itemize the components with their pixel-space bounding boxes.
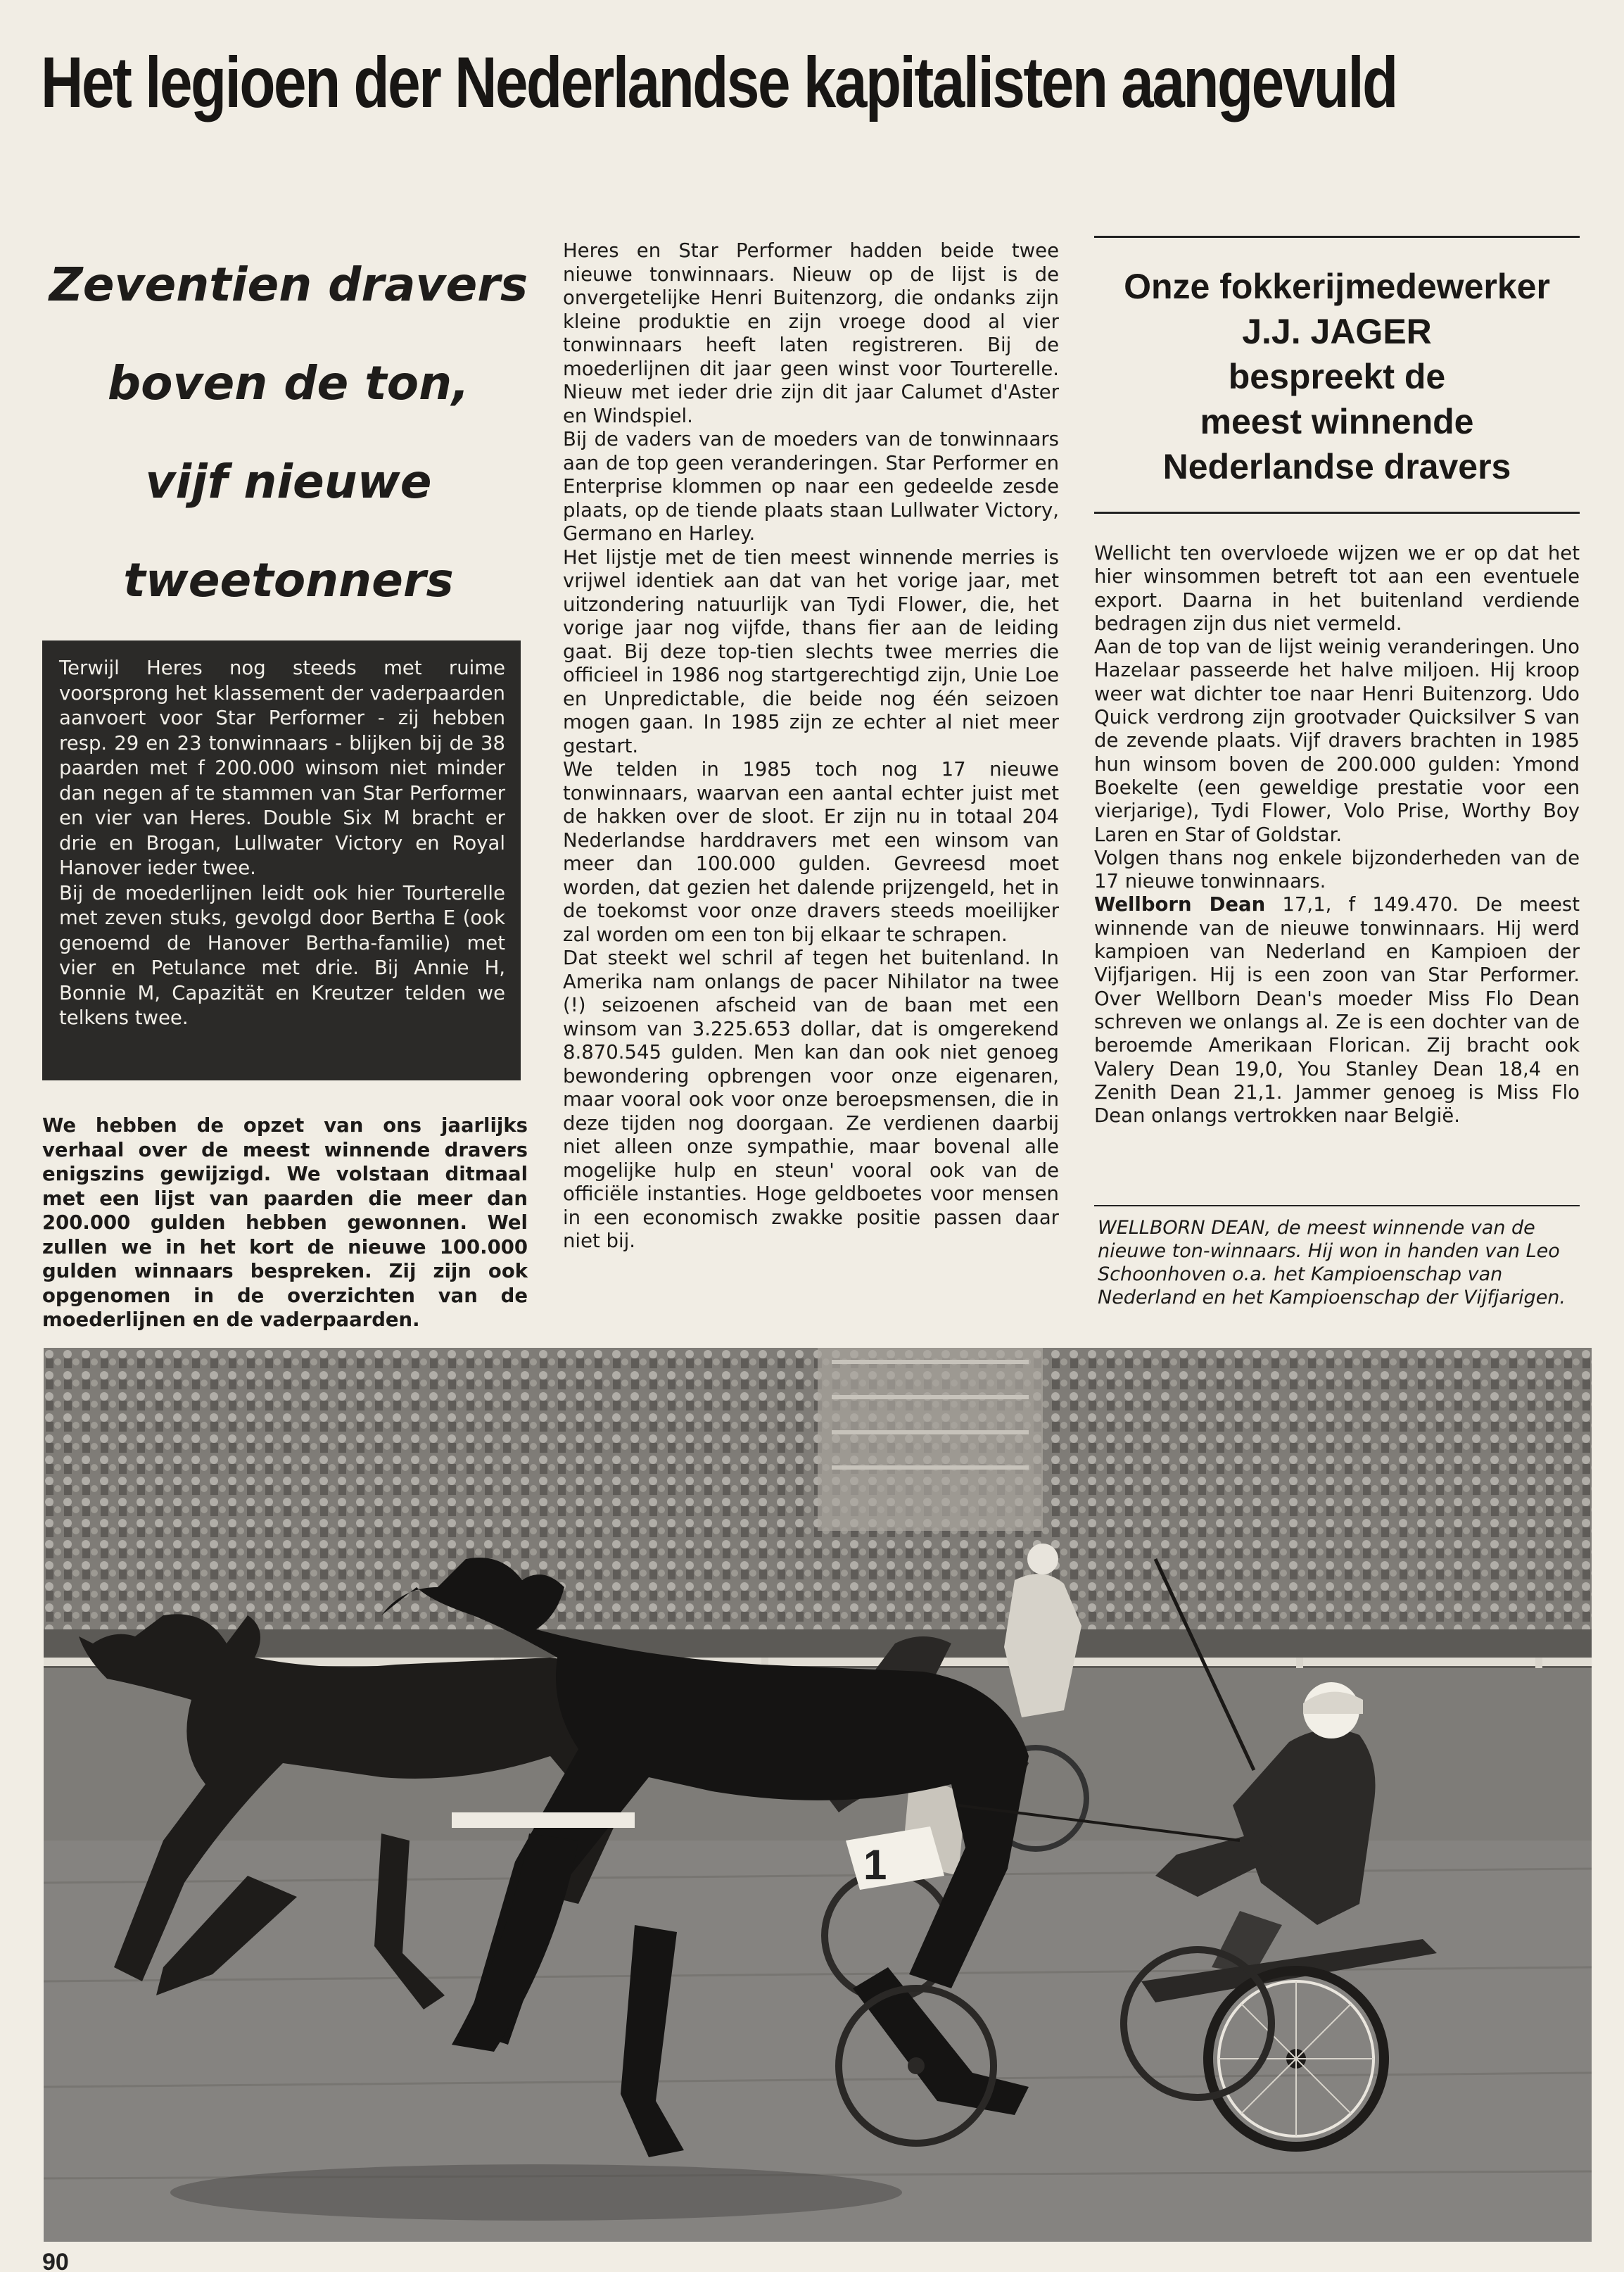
summary-paragraph: Bij de moederlijnen leidt ook hier Tourterelle met zeven stuks, gevolgd door Bertha E (ook genoemd de Hanover Bertha-familie) met vier en Petulance met drie. Bij Annie H, Bonnie M, Capazität en Kreutzer telden we telkens twee.	[59, 881, 505, 1029]
author-byline	[1094, 264, 1580, 489]
harness-race-illustration	[44, 1348, 1592, 2242]
byline-line: Onze fokkerijmedewerker	[1124, 267, 1550, 306]
body-paragraph: Bij de vaders van de moeders van de tonwinnaars aan de top geen veranderingen. Star Performer en Enterprise klommen op naar een gedeelde zesde plaats, op de tiende plaats staan Lullwater Victory, Germano en Harley.	[563, 428, 1059, 545]
summary-paragraph: Terwijl Heres nog steeds met ruime voorsprong het klassement der vaderpaarden aanvoert voor Star Performer - zij hebben resp. 29 en 23 tonwinnaars - blijken bij de 38 paarden met f 200.000 winsom niet minder dan negen af te stammen van Star Performer en vier van Heres. Double Six M bracht er drie en Brogan, Lullwater Victory en Royal Hanover ieder twee.	[59, 657, 505, 879]
byline-line: Nederlandse dravers	[1162, 447, 1511, 486]
horse-entry	[1094, 893, 1580, 1128]
subtitle-line: Zeventien dravers	[49, 258, 528, 312]
byline-line: meest winnende	[1200, 402, 1474, 441]
horse-entry-text: 17,1, f 149.470. De meest winnende van de nieuwe tonwinnaars. Hij werd kampioen van Nederland en Kampioen der Vijfjarigen. Hij is een zoon van Star Performer. Over Wellborn Dean's moeder Miss Flo Dean schreven we onlangs al. Ze is een dochter van de beroemde Amerikaan Florican. Zij bracht ook Valery Dean 19,0, You Stanley Dean 18,4 en Zenith Dean 21,1. Jammer genoeg is Miss Flo Dean onlangs vertrokken naar België.	[1094, 893, 1580, 1128]
photo-caption: WELLBORN DEAN, de meest winnende van de nieuwe ton-winnaars. Hij won in handen van Leo Schoonhoven o.a. het Kampioenschap van Nederland en het Kampioenschap der Vijfjarigen.	[1098, 1217, 1566, 1308]
article-subtitle	[42, 236, 535, 630]
byline-bottom-rule	[1094, 512, 1580, 514]
subtitle-line: vijf nieuwe	[145, 455, 432, 509]
body-paragraph: Dat steekt wel schril af tegen het buitenland. In Amerika nam onlangs de pacer Nihilator na twee (!) seizoenen afscheid van de baan met een winsom van 3.225.653 dollar, dat is omgerekend 8.870.545 gulden. Men kan dan ook niet genoeg bewondering opbrengen voor onze eigenaren, maar vooral ook voor onze beroepsmensen, die in deze tijden nog doorgaan. Ze verdienen daarbij niet alleen onze sympathie, maar bovenal alle mogelijke hulp en steun' vooral ook van de officiële instanties. Hoge geldboetes voor mensen in een economisch zwakke positie passen daar niet bij.	[563, 947, 1059, 1252]
summary-box	[42, 640, 521, 1080]
body-paragraph: Volgen thans nog enkele bijzonderheden van de 17 nieuwe tonwinnaars.	[1094, 846, 1580, 893]
article-column-3	[1094, 542, 1580, 1128]
svg-text:1: 1	[863, 1841, 887, 1888]
byline-top-rule	[1094, 236, 1580, 238]
article-column-2	[563, 239, 1059, 1254]
body-paragraph: Aan de top van de lijst weinig veranderingen. Uno Hazelaar passeerde het halve miljoen. Hij kroop weer wat dichter toe naar Henri Buitenzorg. Udo Quick verdrong zijn grootvader Quicksilver S van de zevende plaats. Vijf dravers brachten in 1985 hun winsom boven de 200.000 gulden: Ymond Boekelte (een geweldige prestatie voor een vierjarige), Tydi Flower, Volo Prise, Worthy Boy Laren en Star of Goldstar.	[1094, 636, 1580, 846]
body-paragraph: We telden in 1985 toch nog 17 nieuwe tonwinnaars, waarvan een aantal echter juist met de hakken over de sloot. Er zijn nu in totaal 204 Nederlandse harddravers met een winsom van meer dan 100.000 gulden. Gevreesd moet worden, dat gezien het dalende prijzengeld, het in de toekomst voor onze dravers steeds moeilijker zal worden om een ton bij elkaar te schrapen.	[563, 758, 1059, 946]
byline-line: J.J. JAGER	[1242, 312, 1432, 351]
horse-name: Wellborn Dean	[1094, 893, 1266, 916]
subtitle-line: tweetonners	[123, 553, 454, 607]
page-number: 90	[42, 2249, 69, 2272]
body-paragraph: Wellicht ten overvloede wijzen we er op dat het hier winsommen betreft tot aan een eventuele export. Daarna in het buitenland verdiende bedragen zijn dus niet vermeld.	[1094, 542, 1580, 635]
byline-line: bespreekt de	[1228, 357, 1446, 396]
page-headline: Het legioen der Nederlandse kapitalisten aangevuld	[41, 42, 1397, 122]
body-paragraph: Het lijstje met de tien meest winnende merries is vrijwel identiek aan dat van het vorige jaar, met uitzondering natuurlijk van Tydi Flower, die, het vorige jaar nog vijfde, thans fier aan de leiding gaat. Bij deze top-tien slechts twee merries die officieel in 1986 nog startgerechtigd zijn, Unie Loe en Unpredictable, die beide nog één seizoen mogen gaan. In 1985 zijn ze echter al niet meer gestart.	[563, 545, 1059, 757]
body-paragraph: Heres en Star Performer hadden beide twee nieuwe tonwinnaars. Nieuw op de lijst is de onvergetelijke Henri Buitenzorg, die ondanks zijn kleine produktie en zijn vroege dood al vier tonwinnaars heeft laten registreren. Bij de moederlijnen dit jaar geen winst voor Tourterelle. Nieuw met ieder drie zijn dit jaar Calumet d'Aster en Windspiel.	[563, 239, 1059, 427]
caption-rule	[1094, 1205, 1580, 1206]
subtitle-line: boven de ton,	[107, 356, 470, 410]
race-photo	[44, 1348, 1592, 2242]
intro-paragraph: We hebben de opzet van ons jaarlijks verhaal over de meest winnende dravers enigszins gewijzigd. We volstaan ditmaal met een lijst van paarden die meer dan 200.000 gulden hebben gewonnen. Wel zullen we in het kort de nieuwe 100.000 gulden winnaars bespreken. Zij zijn ook opgenomen in de overzichten van de moederlijnen en de vaderpaarden.	[42, 1114, 528, 1331]
